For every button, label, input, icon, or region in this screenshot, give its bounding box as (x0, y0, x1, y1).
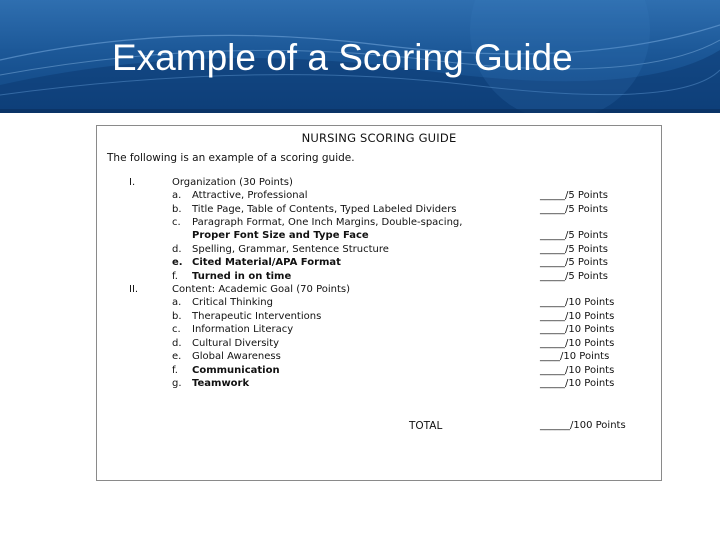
item-text: Global Awareness (192, 351, 281, 362)
item-points: _____/10 Points (540, 324, 615, 335)
item-letter: a. (172, 297, 182, 308)
item-points: _____/10 Points (540, 365, 615, 376)
item-letter: d. (172, 244, 182, 255)
section-heading: Content: Academic Goal (70 Points) (172, 284, 351, 295)
item-text: Paragraph Format, One Inch Margins, Double-spacing, (192, 217, 463, 228)
slide-title: Example of a Scoring Guide (112, 37, 573, 78)
item-points: _____/5 Points (540, 230, 608, 241)
document-title: NURSING SCORING GUIDE (301, 131, 457, 145)
item-text: Communication (192, 365, 280, 376)
item-text: Attractive, Professional (192, 190, 308, 201)
item-text: Cited Material/APA Format (192, 257, 341, 268)
item-text: Information Literacy (192, 324, 294, 335)
item-letter: f. (172, 365, 178, 376)
scoring-guide-document (96, 125, 662, 481)
item-text-continuation: Proper Font Size and Type Face (192, 230, 369, 241)
item-points: _____/10 Points (540, 297, 615, 308)
document-intro: The following is an example of a scoring guide. (107, 152, 355, 164)
item-text: Turned in on time (192, 271, 292, 282)
section-numeral: I. (129, 177, 136, 188)
item-letter: a. (172, 190, 182, 201)
section-numeral: II. (129, 284, 139, 295)
item-points: _____/10 Points (540, 311, 615, 322)
item-text: Spelling, Grammar, Sentence Structure (192, 244, 389, 255)
slide-header-banner (0, 0, 720, 113)
item-points: ____/10 Points (540, 351, 610, 362)
item-text: Critical Thinking (192, 297, 273, 308)
item-points: _____/5 Points (540, 190, 608, 201)
item-letter: c. (172, 324, 181, 335)
section-heading: Organization (30 Points) (172, 177, 293, 188)
item-text: Title Page, Table of Contents, Typed Labeled Dividers (192, 204, 457, 215)
item-letter: b. (172, 311, 182, 322)
item-letter: b. (172, 204, 182, 215)
item-letter: g. (172, 378, 182, 389)
item-points: _____/5 Points (540, 271, 608, 282)
item-points: _____/5 Points (540, 204, 608, 215)
item-points: _____/5 Points (540, 244, 608, 255)
item-letter: f. (172, 271, 178, 282)
item-letter: e. (172, 257, 183, 268)
item-letter: c. (172, 217, 181, 228)
item-text: Cultural Diversity (192, 338, 280, 349)
total-points: ______/100 Points (540, 420, 626, 431)
item-points: _____/10 Points (540, 378, 615, 389)
item-points: _____/5 Points (540, 257, 608, 268)
total-label: TOTAL (409, 420, 443, 432)
item-text: Teamwork (192, 378, 250, 389)
item-letter: d. (172, 338, 182, 349)
item-points: _____/10 Points (540, 338, 615, 349)
item-text: Therapeutic Interventions (192, 311, 322, 322)
item-letter: e. (172, 351, 182, 362)
